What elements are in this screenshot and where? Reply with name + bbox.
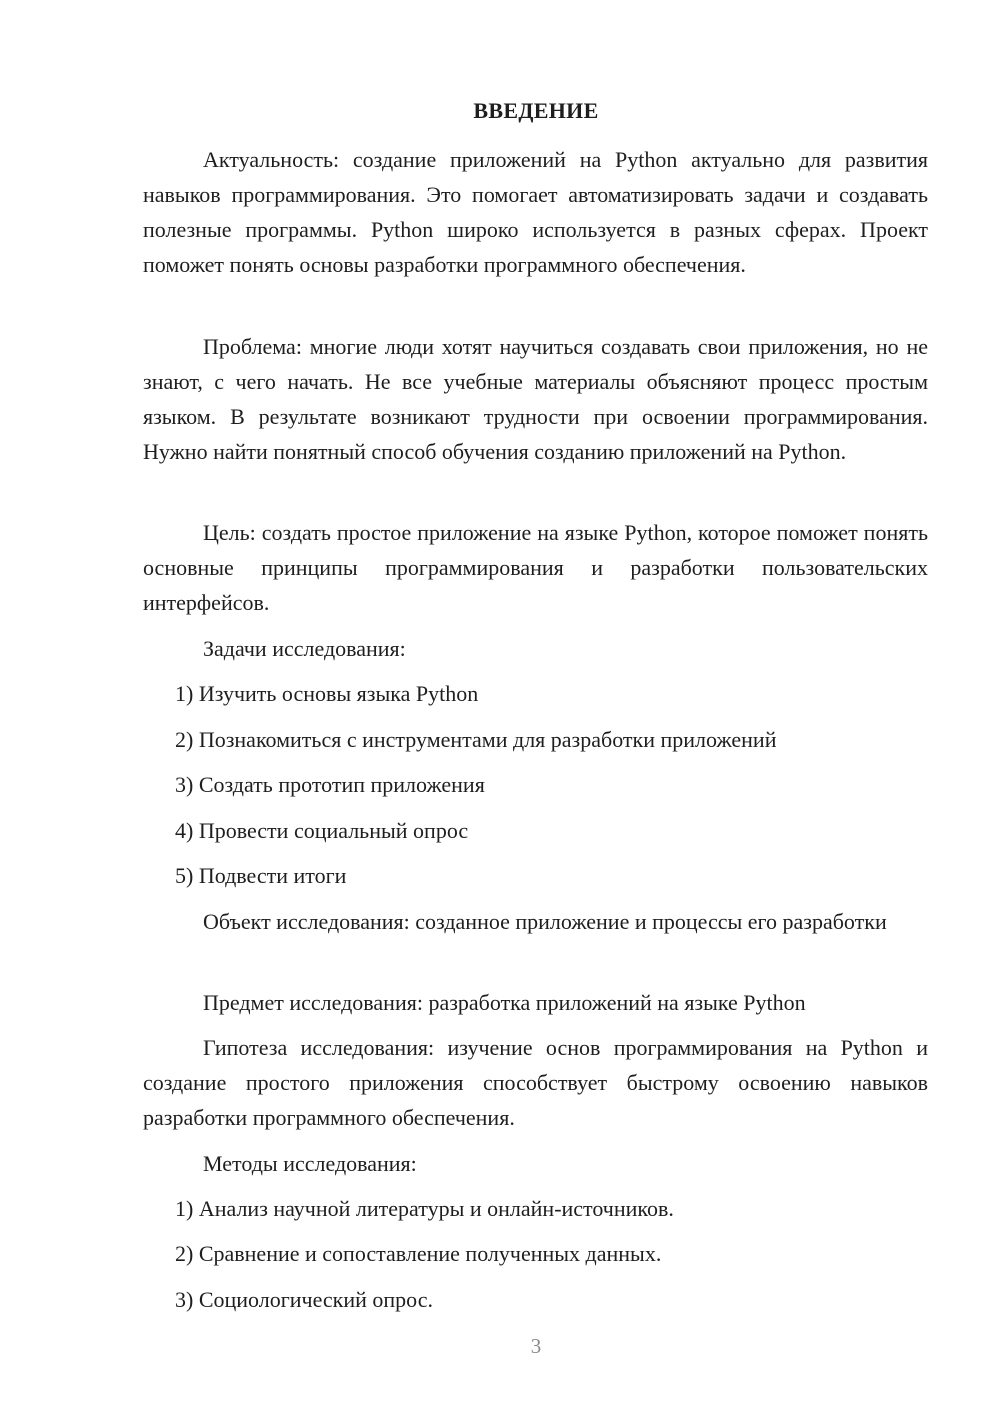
object-paragraph: Объект исследования: созданное приложение и процессы его разработки [203, 909, 887, 934]
task-item: 2) Познакомиться с инструментами для разработки приложений [175, 727, 777, 752]
task-item: 5) Подвести итоги [175, 863, 347, 888]
method-item: 3) Социологический опрос. [175, 1287, 433, 1312]
section-title: ВВЕДЕНИЕ [473, 98, 599, 123]
method-item: 2) Сравнение и сопоставление полученных данных. [175, 1241, 662, 1266]
hypothesis-paragraph: Гипотеза исследования: изучение основ программирования на Python и создание простого приложения способствует быстрому освоению навыков разработки программного обеспечения. [143, 1035, 928, 1130]
tasks-heading: Задачи исследования: [203, 636, 406, 661]
relevance-paragraph: Актуальность: создание приложений на Python актуально для развития навыков программирования. Это помогает автоматизировать задачи и создавать полезные программы. Python широко используется в разных сферах. Проект поможет понять основы разработки программного обеспечения. [143, 147, 928, 277]
page-number: 3 [530, 1334, 542, 1358]
problem-paragraph: Проблема: многие люди хотят научиться создавать свои приложения, но не знают, с чего начать. Не все учебные материалы объясняют процесс простым языком. В результате возникают трудности при освоении программирования. Нужно найти понятный способ обучения созданию приложений на Python. [143, 334, 928, 464]
methods-heading: Методы исследования: [203, 1151, 417, 1176]
task-item: 1) Изучить основы языка Python [175, 681, 479, 706]
task-item: 4) Провести социальный опрос [175, 818, 469, 843]
goal-paragraph: Цель: создать простое приложение на языке Python, которое поможет понять основные принципы программирования и разработки пользовательских интерфейсов. [143, 520, 928, 615]
method-item: 1) Анализ научной литературы и онлайн-источников. [175, 1196, 674, 1221]
subject-paragraph: Предмет исследования: разработка приложений на языке Python [203, 990, 806, 1015]
task-item: 3) Создать прототип приложения [175, 772, 485, 797]
